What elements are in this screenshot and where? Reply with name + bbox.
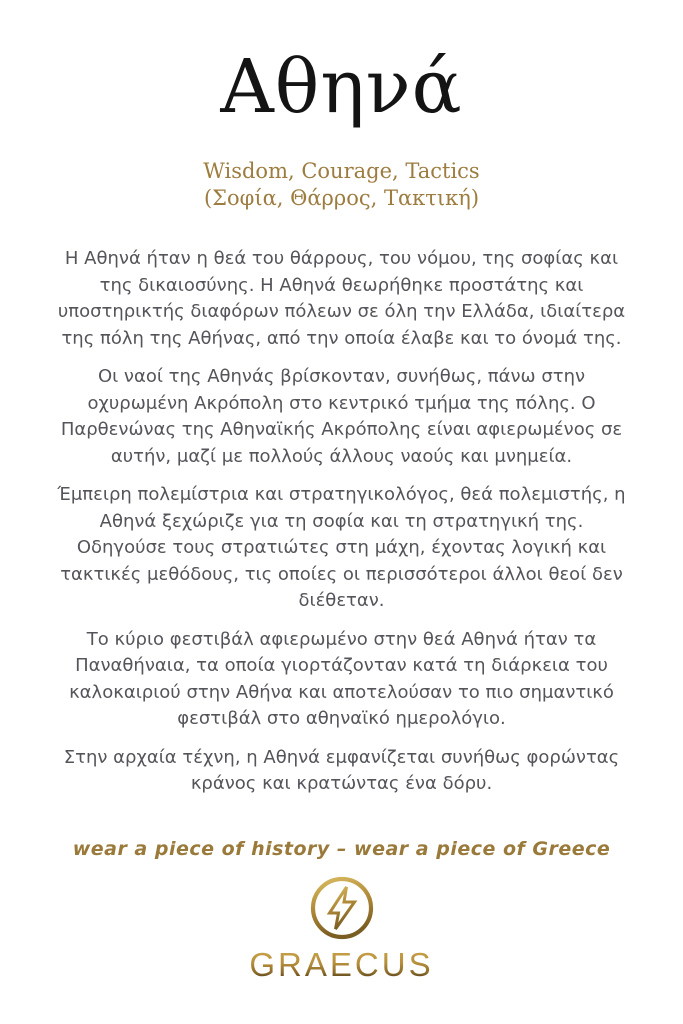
logo-ring [313,879,371,937]
body-paragraph: Το κύριο φεστιβάλ αφιερωμένο στην θεά Αθηνά ήταν τα Παναθήναια, τα οποία γιορτάζονταν κατά τη διάρκεια του καλοκαιριού στην Αθήνα και αποτελούσαν το πιο σημαντικό φεστιβάλ στο αθηναϊκό ημερολόγιο. [69,628,614,729]
article-body [55,246,629,794]
brand-name: GRAECUS [0,947,683,983]
subtitle-english: Wisdom, Courage, Tactics [203,159,480,183]
subtitle-greek: (Σοφία, Θάρρος, Τακτική) [203,186,480,210]
page-title: Αθηνά [220,44,463,130]
brand-tagline: wear a piece of history – wear a piece of Greece [72,838,611,860]
body-paragraph: Η Αθηνά ήταν η θεά του θάρρους, του νόμου, της σοφίας και της δικαιοσύνης. Η Αθηνά θεωρήθηκε προστάτης και υποστηρικτής διαφόρων πόλεων σε όλη την Ελλάδα, ιδιαίτερα της πόλη της Αθήνας, από την οποία έλαβε και το όνομά της. [57,248,626,349]
brand-logo [0,875,683,941]
lightning-bolt-icon [309,875,375,941]
subtitle [0,158,683,212]
body-paragraph: Οι ναοί της Αθηνάς βρίσκονταν, συνήθως, πάνω στην οχυρωμένη Ακρόπολη στο κεντρικό τμήμα της πόλης. Ο Παρθενώνας της Αθηναϊκής Ακρόπολης είναι αφιερωμένος σε αυτήν, μαζί με πολλούς άλλους ναούς και μνημεία. [60,366,623,467]
body-paragraph: Έμπειρη πολεμίστρια και στρατηγικολόγος, θεά πολεμιστής, η Αθηνά ξεχώριζε για τη σοφία και τη στρατηγική της. Οδηγούσε τους στρατιώτες στη μάχη, έχοντας λογική και τακτικές μεθόδους, τις οποίες οι περισσότεροι άλλοι θεοί δεν διέθεταν. [57,484,626,611]
body-paragraph: Στην αρχαία τέχνη, η Αθηνά εμφανίζεται συνήθως φορώντας κράνος και κρατώντας ένα δόρυ. [63,746,620,794]
lightning-bolt-glyph [329,887,354,929]
